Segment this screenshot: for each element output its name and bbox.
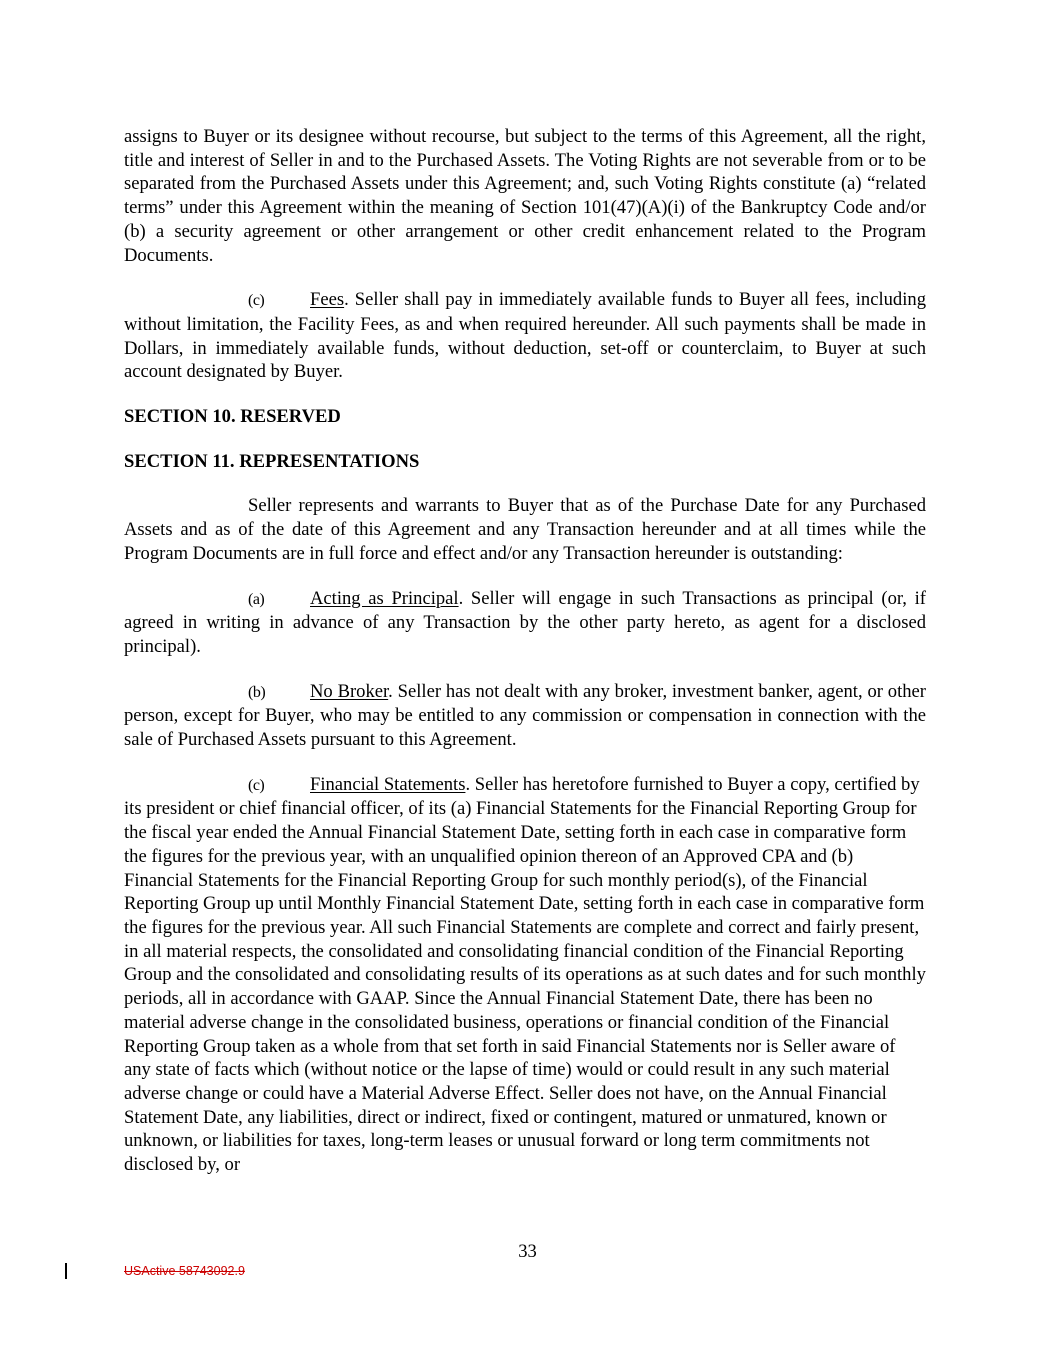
item-caption: Financial Statements: [310, 773, 466, 795]
page-number: 33: [518, 1241, 537, 1262]
item-no-broker: [124, 680, 926, 752]
item-acting-as-principal: [124, 587, 926, 659]
item-letter: (a): [248, 590, 265, 608]
continuation-paragraph: assigns to Buyer or its designee without recourse, but subject to the terms of this Agreement, all the right, title and interest of Seller in and to the Purchased Assets. The Voting Rights are not severable from or to be separated from the Purchased Assets under this Agreement; and, such Voting Rights constitute (a) “related terms” under this Agreement within the meaning of Section 101(47)(A)(i) of the Bankruptcy Code and/or (b) a security agreement or other arrangement or other credit enhancement related to the Program Documents.: [124, 126, 926, 266]
item-letter: (c): [248, 776, 265, 794]
section-11-intro: Seller represents and warrants to Buyer that as of the Purchase Date for any Purchased Assets and as of the date of this Agreement and any Transaction hereunder and at all times while the Program Documents are in full force and effect and/or any Transaction hereunder is outstanding:: [124, 495, 926, 564]
item-financial-statements: [124, 773, 926, 1177]
document-body: [124, 125, 926, 1177]
fees-caption: Fees: [310, 289, 345, 311]
section-11-heading: SECTION 11. REPRESENTATIONS: [124, 450, 420, 472]
item-text: . Seller will engage in such Transactions as principal (or, if agreed in writing in advance of any Transaction by the other party hereto, as agent for a disclosed principal).: [124, 587, 926, 657]
fees-text: . Seller shall pay in immediately available funds to Buyer all fees, including without limitation, the Facility Fees, as and when required hereunder. All such payments shall be made in Dollars, in immediately available funds, without deduction, set-off or counterclaim, to Buyer at such account designated by Buyer.: [124, 289, 926, 383]
revision-change-bar: [65, 1263, 67, 1279]
fees-paragraph: [124, 288, 926, 384]
item-caption: Acting as Principal: [310, 587, 459, 609]
item-text: . Seller has heretofore furnished to Buyer a copy, certified by its president or chief financial officer, of its (a) Financial Statements for the Financial Reporting Group for the fiscal year ended the Annual Financial Statement Date, setting forth in each case in comparative form the figures for the previous year, with an unqualified opinion thereon of an Approved CPA and (b) Financial Statements for the Financial Reporting Group for such monthly period(s), of the Financial Reporting Group up until Monthly Financial Statement Date, setting forth in each case in comparative form the figures for the previous year. All such Financial Statements are complete and correct and fairly present, in all material respects, the consolidated and consolidating financial condition of the Financial Reporting Group and the consolidated and consolidating results of its operations as at such dates and for such monthly periods, all in accordance with GAAP. Since the Annual Financial Statement Date, there has been no material adverse change in the consolidated business, operations or financial condition of the Financial Reporting Group taken as a whole from that set forth in said Financial Statements nor is Seller aware of any state of facts which (without notice or the lapse of time) would or could result in any such material adverse change or could have a Material Adverse Effect. Seller does not have, on the Annual Financial Statement Date, any liabilities, direct or indirect, fixed or contingent, matured or unmatured, known or unknown, or liabilities for taxes, long-term leases or unusual forward or long term commitments not disclosed by, or: [124, 773, 926, 1176]
fees-letter: (c): [248, 292, 265, 310]
item-caption: No Broker: [310, 680, 389, 702]
document-id: USActive 58743092.9: [124, 1264, 245, 1278]
item-letter: (b): [248, 683, 266, 701]
item-text: . Seller has not dealt with any broker, investment banker, agent, or other person, except for Buyer, who may be entitled to any commission or compensation in connection with the sale of Purchased Assets pursuant to this Agreement.: [124, 680, 926, 751]
section-10-heading: SECTION 10. RESERVED: [124, 406, 341, 428]
